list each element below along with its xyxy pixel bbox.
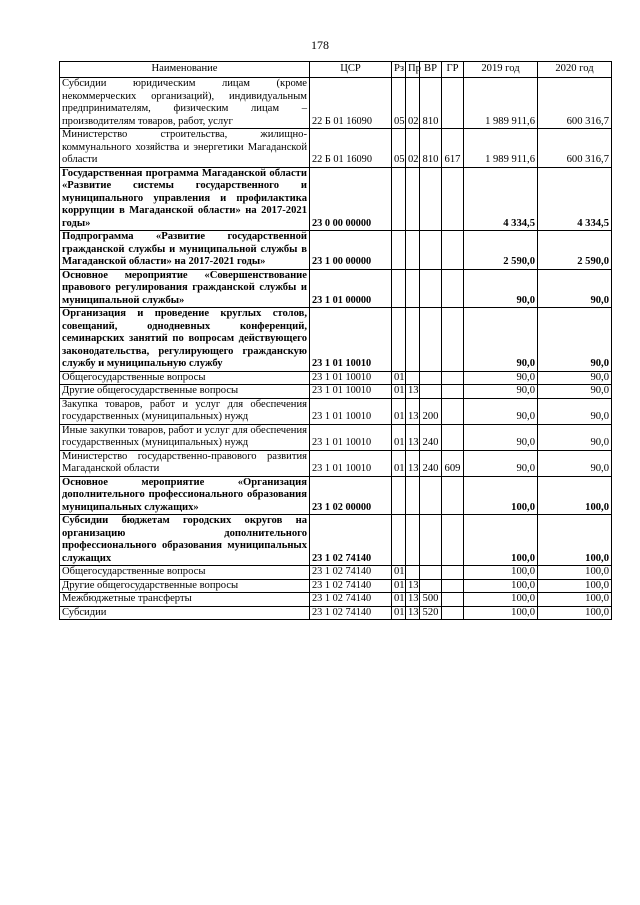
cell-pr: [406, 167, 420, 231]
cell-csr: 23 1 01 00000: [310, 269, 392, 308]
cell-gr: [442, 167, 464, 231]
cell-rz: [392, 167, 406, 231]
table-row: [60, 231, 612, 270]
cell-2019: 100,0: [464, 606, 538, 620]
cell-csr: 23 0 00 00000: [310, 167, 392, 231]
cell-gr: [442, 566, 464, 580]
cell-gr: [442, 269, 464, 308]
cell-name: Организация и проведение круглых столов, совещаний, однодневных конференций, семинарских занятий по вопросам действующего законодательства, регулирующего гражданскую службу и муниципальную службу: [60, 308, 310, 372]
cell-2019: 1 989 911,6: [464, 129, 538, 168]
cell-csr: 23 1 01 10010: [310, 398, 392, 424]
cell-vr: [420, 566, 442, 580]
cell-2019: 100,0: [464, 579, 538, 593]
cell-csr: 23 1 01 10010: [310, 424, 392, 450]
cell-rz: [392, 269, 406, 308]
table-row: [60, 606, 612, 620]
cell-2020: 100,0: [538, 515, 612, 566]
cell-rz: [392, 308, 406, 372]
cell-name: Общегосударственные вопросы: [60, 371, 310, 385]
cell-vr: [420, 371, 442, 385]
header-gr: ГР: [442, 62, 464, 78]
cell-2019: 4 334,5: [464, 167, 538, 231]
table-row: [60, 78, 612, 129]
cell-2020: 600 316,7: [538, 129, 612, 168]
cell-csr: 23 1 02 00000: [310, 476, 392, 515]
cell-vr: [420, 385, 442, 399]
cell-pr: 13: [406, 593, 420, 607]
table-row: [60, 566, 612, 580]
cell-vr: 200: [420, 398, 442, 424]
cell-pr: 13: [406, 424, 420, 450]
page-number: 178: [311, 38, 329, 52]
cell-pr: 02: [406, 78, 420, 129]
cell-csr: 23 1 00 00000: [310, 231, 392, 270]
cell-rz: [392, 476, 406, 515]
cell-pr: 13: [406, 398, 420, 424]
cell-name: Субсидии юридическим лицам (кроме некоммерческих организаций), индивидуальным предпринимателям, физическим лицам – производителям товаров, работ, услуг: [60, 78, 310, 129]
cell-2020: 90,0: [538, 269, 612, 308]
cell-2019: 90,0: [464, 371, 538, 385]
cell-name: Министерство государственно-правового развития Магаданской области: [60, 450, 310, 476]
table-row: [60, 398, 612, 424]
cell-csr: 23 1 02 74140: [310, 579, 392, 593]
cell-vr: 810: [420, 129, 442, 168]
cell-pr: [406, 231, 420, 270]
cell-csr: 23 1 01 10010: [310, 450, 392, 476]
cell-2019: 90,0: [464, 308, 538, 372]
cell-rz: 01: [392, 424, 406, 450]
cell-rz: 01: [392, 593, 406, 607]
cell-2019: 100,0: [464, 566, 538, 580]
table-body: [60, 78, 612, 620]
cell-pr: 13: [406, 450, 420, 476]
cell-2020: 100,0: [538, 606, 612, 620]
cell-name: Государственная программа Магаданской области «Развитие системы государственного и муниципального управления и профилактика коррупции в Магаданской области» на 2017-2021 годы»: [60, 167, 310, 231]
cell-pr: 13: [406, 579, 420, 593]
cell-rz: 01: [392, 371, 406, 385]
cell-name: Межбюджетные трансферты: [60, 593, 310, 607]
table-row: [60, 129, 612, 168]
cell-pr: 13: [406, 606, 420, 620]
table-header-row: [60, 62, 612, 78]
cell-vr: [420, 231, 442, 270]
cell-rz: [392, 515, 406, 566]
cell-vr: [420, 308, 442, 372]
cell-vr: 500: [420, 593, 442, 607]
cell-pr: [406, 371, 420, 385]
cell-gr: 617: [442, 129, 464, 168]
cell-vr: 810: [420, 78, 442, 129]
table-row: [60, 593, 612, 607]
cell-vr: 520: [420, 606, 442, 620]
table-row: [60, 424, 612, 450]
cell-2020: 90,0: [538, 385, 612, 399]
cell-csr: 23 1 01 10010: [310, 371, 392, 385]
budget-table: [59, 61, 612, 620]
cell-pr: [406, 566, 420, 580]
cell-csr: 23 1 02 74140: [310, 566, 392, 580]
cell-2020: 4 334,5: [538, 167, 612, 231]
table-row: [60, 269, 612, 308]
cell-2020: 90,0: [538, 371, 612, 385]
header-pr: Пр: [406, 62, 420, 78]
cell-2020: 600 316,7: [538, 78, 612, 129]
cell-2020: 2 590,0: [538, 231, 612, 270]
cell-vr: 240: [420, 424, 442, 450]
cell-name: Основное мероприятие «Организация дополнительного профессионального образования муниципальных служащих»: [60, 476, 310, 515]
cell-gr: [442, 371, 464, 385]
cell-csr: 22 Б 01 16090: [310, 78, 392, 129]
cell-rz: 01: [392, 385, 406, 399]
cell-2019: 90,0: [464, 424, 538, 450]
cell-gr: [442, 385, 464, 399]
cell-gr: [442, 308, 464, 372]
header-csr: ЦСР: [310, 62, 392, 78]
table-row: [60, 450, 612, 476]
header-name: Наименование: [60, 62, 310, 78]
cell-2019: 90,0: [464, 398, 538, 424]
cell-csr: 23 1 01 10010: [310, 385, 392, 399]
cell-rz: 01: [392, 450, 406, 476]
cell-pr: [406, 476, 420, 515]
cell-name: Основное мероприятие «Совершенствование правового регулирования гражданской службы и муниципальной службы»: [60, 269, 310, 308]
cell-rz: 01: [392, 566, 406, 580]
cell-2020: 100,0: [538, 566, 612, 580]
cell-gr: [442, 515, 464, 566]
cell-rz: [392, 231, 406, 270]
cell-gr: [442, 398, 464, 424]
cell-2019: 1 989 911,6: [464, 78, 538, 129]
cell-gr: [442, 606, 464, 620]
table-row: [60, 371, 612, 385]
table-row: [60, 476, 612, 515]
cell-2019: 100,0: [464, 476, 538, 515]
cell-pr: [406, 269, 420, 308]
cell-name: Общегосударственные вопросы: [60, 566, 310, 580]
cell-2020: 90,0: [538, 424, 612, 450]
cell-vr: [420, 579, 442, 593]
cell-rz: 05: [392, 129, 406, 168]
cell-2020: 100,0: [538, 579, 612, 593]
table-row: [60, 385, 612, 399]
cell-2020: 100,0: [538, 476, 612, 515]
header-rz: Рз: [392, 62, 406, 78]
cell-name: Закупка товаров, работ и услуг для обеспечения государственных (муниципальных) нужд: [60, 398, 310, 424]
cell-csr: 23 1 02 74140: [310, 593, 392, 607]
table-row: [60, 515, 612, 566]
cell-vr: [420, 167, 442, 231]
cell-rz: 01: [392, 398, 406, 424]
cell-rz: 05: [392, 78, 406, 129]
cell-rz: 01: [392, 579, 406, 593]
header-2019: 2019 год: [464, 62, 538, 78]
cell-name: Подпрограмма «Развитие государственной гражданской службы и муниципальной службы в Магаданской области» на 2017-2021 годы»: [60, 231, 310, 270]
cell-name: Другие общегосударственные вопросы: [60, 385, 310, 399]
cell-csr: 23 1 02 74140: [310, 606, 392, 620]
cell-name: Субсидии: [60, 606, 310, 620]
cell-vr: [420, 515, 442, 566]
cell-gr: [442, 424, 464, 450]
cell-name: Субсидии бюджетам городских округов на организацию дополнительного профессионального образования муниципальных служащих: [60, 515, 310, 566]
cell-pr: [406, 308, 420, 372]
cell-csr: 23 1 02 74140: [310, 515, 392, 566]
cell-2019: 90,0: [464, 385, 538, 399]
cell-pr: [406, 515, 420, 566]
cell-gr: [442, 593, 464, 607]
cell-2020: 100,0: [538, 593, 612, 607]
cell-2019: 2 590,0: [464, 231, 538, 270]
cell-name: Министерство строительства, жилищно-коммунального хозяйства и энергетики Магаданской области: [60, 129, 310, 168]
header-2020: 2020 год: [538, 62, 612, 78]
cell-2020: 90,0: [538, 398, 612, 424]
cell-2019: 90,0: [464, 450, 538, 476]
header-vr: ВР: [420, 62, 442, 78]
cell-2019: 100,0: [464, 515, 538, 566]
cell-name: Иные закупки товаров, работ и услуг для обеспечения государственных (муниципальных) нужд: [60, 424, 310, 450]
cell-vr: 240: [420, 450, 442, 476]
table-row: [60, 308, 612, 372]
cell-2019: 90,0: [464, 269, 538, 308]
cell-csr: 23 1 01 10010: [310, 308, 392, 372]
cell-2020: 90,0: [538, 308, 612, 372]
cell-csr: 22 Б 01 16090: [310, 129, 392, 168]
cell-2019: 100,0: [464, 593, 538, 607]
cell-vr: [420, 269, 442, 308]
cell-name: Другие общегосударственные вопросы: [60, 579, 310, 593]
cell-gr: [442, 231, 464, 270]
table-row: [60, 167, 612, 231]
cell-2020: 90,0: [538, 450, 612, 476]
cell-gr: [442, 78, 464, 129]
cell-gr: 609: [442, 450, 464, 476]
cell-pr: 02: [406, 129, 420, 168]
table-row: [60, 579, 612, 593]
cell-gr: [442, 579, 464, 593]
cell-gr: [442, 476, 464, 515]
cell-vr: [420, 476, 442, 515]
cell-pr: 13: [406, 385, 420, 399]
cell-rz: 01: [392, 606, 406, 620]
